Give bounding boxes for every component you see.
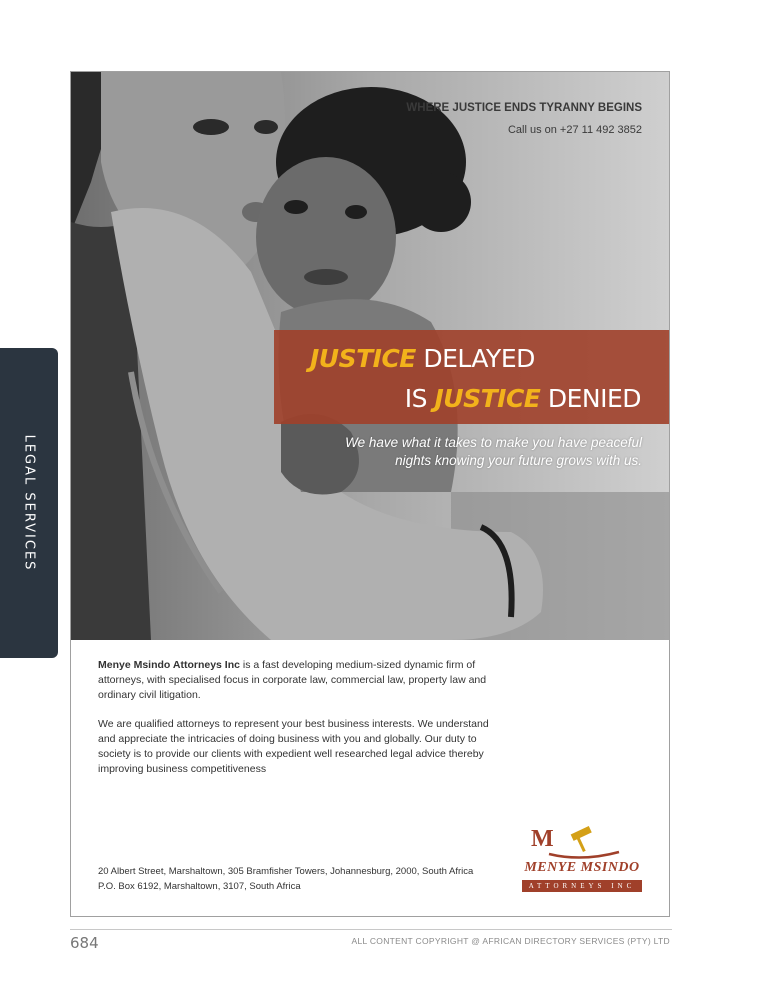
gavel-logo-icon — [519, 822, 645, 862]
section-tab — [0, 348, 58, 658]
hero-photo — [71, 72, 669, 640]
headline-text-2: DENIED — [540, 384, 641, 413]
headline-line-1 — [310, 344, 535, 373]
body-paragraph-1-text: is a fast developing medium-sized dynamic firm of attorneys, with specialised focus in corporate law, commercial law, property law and ordinary civil litigation. — [98, 659, 487, 701]
subheadline — [345, 434, 642, 470]
headline-banner — [274, 330, 669, 424]
firm-logo — [519, 822, 645, 896]
copyright-notice: ALL CONTENT COPYRIGHT @ AFRICAN DIRECTORY SERVICES (PTY) LTD — [351, 936, 670, 946]
firm-name: Menye Msindo Attorneys Inc — [98, 659, 240, 671]
postal-address: P.O. Box 6192, Marshaltown, 3107, South Africa — [98, 881, 301, 892]
logo-name: MENYE MSINDO — [524, 860, 640, 875]
headline-accent-2: JUSTICE — [434, 384, 541, 413]
footer-divider — [70, 929, 672, 930]
body-paragraph-2: We are qualified attorneys to represent your best business interests. We understand and appreciate the intricacies of doing business with you and globally. Our duty to society is to provide our clients with expedient well researched legal advice thereby improving business competitiveness — [98, 718, 489, 775]
body-copy — [98, 658, 508, 791]
section-tab-label: LEGAL SERVICES — [21, 434, 37, 572]
headline-text-1: DELAYED — [415, 344, 535, 373]
headline-line-2 — [405, 384, 641, 413]
svg-text:M: M — [531, 826, 554, 852]
logo-subtitle: ATTORNEYS INC — [522, 880, 642, 892]
subheadline-line-2: nights knowing your future grows with us. — [395, 453, 642, 468]
advertisement — [70, 71, 670, 917]
phone-number: Call us on +27 11 492 3852 — [507, 124, 642, 136]
headline-accent-1: JUSTICE — [310, 344, 416, 373]
subheadline-line-1: We have what it takes to make you have peaceful — [345, 435, 642, 450]
address-block — [98, 864, 473, 894]
page-number: 684 — [70, 934, 99, 952]
tagline: WHERE JUSTICE ENDS TYRANNY BEGINS — [406, 102, 642, 114]
headline-lead-2: IS — [404, 384, 435, 413]
body-paragraph-1 — [98, 658, 508, 703]
street-address: 20 Albert Street, Marshaltown, 305 Bramfisher Towers, Johannesburg, 2000, South Africa — [98, 866, 474, 877]
